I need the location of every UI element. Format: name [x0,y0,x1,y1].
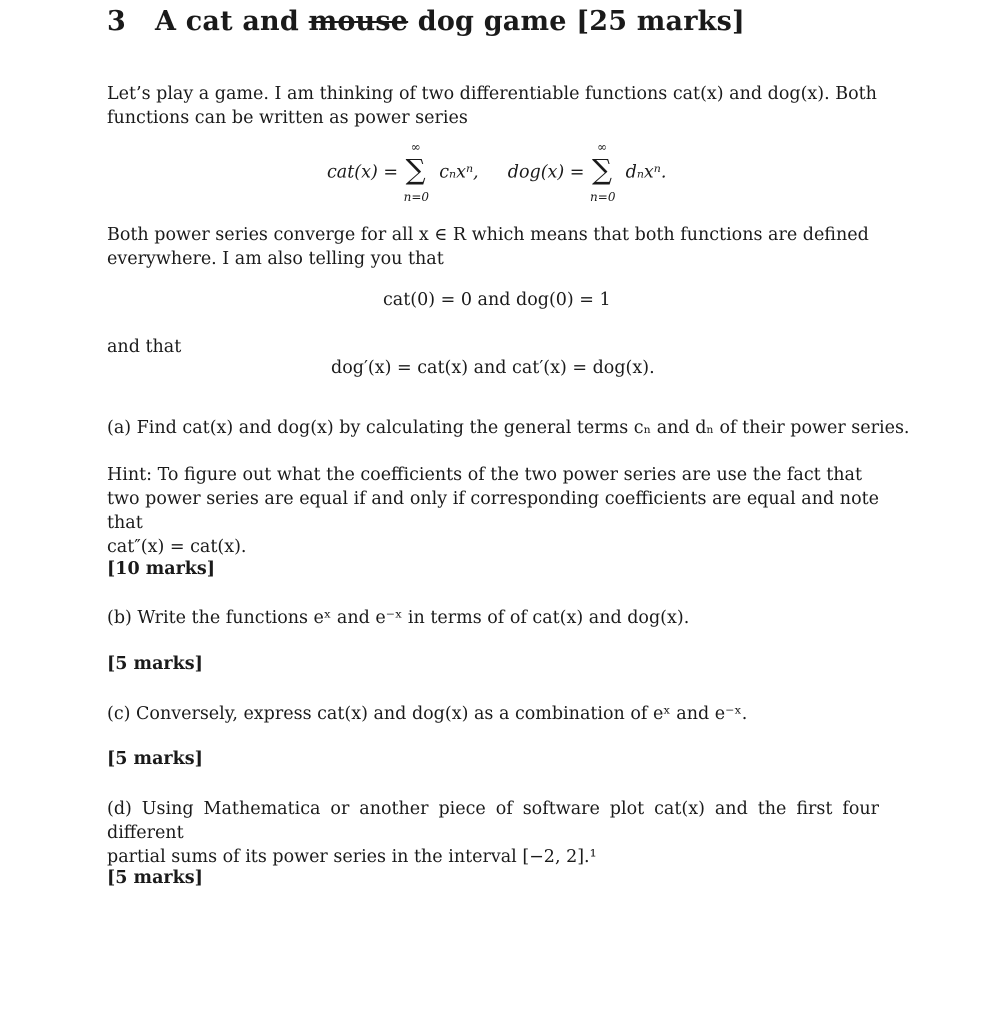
heading-title-start: A cat and [155,6,309,37]
part-a-text: (a) Find cat(x) and dog(x) by calculating the general terms cₙ and dₙ of their power series. [107,418,910,438]
cat-term: cₙxⁿ, [439,162,479,183]
intro-paragraph [107,82,879,130]
sum-lower-cat: n=0 [403,190,430,204]
sum-upper-dog: ∞ [597,140,608,154]
marks-c: [5 marks] [107,749,203,769]
sigma-dog: ∑ [592,153,613,186]
initial-conditions-equation: cat(0) = 0 and dog(0) = 1 [383,290,611,310]
part-b-text: (b) Write the functions eˣ and e⁻ˣ in terms of of cat(x) and dog(x). [107,608,690,628]
sum-lower-dog: n=0 [590,190,616,204]
question-heading [107,6,745,37]
sigma-cat: ∑ [405,153,426,186]
part-d-line-2: partial sums of its power series in the interval [−2, 2].¹ [107,847,597,867]
marks-a: [10 marks] [107,559,216,579]
derivative-equation: dog′(x) = cat(x) and cat′(x) = dog(x). [331,358,655,378]
intro-line-1: Let’s play a game. I am thinking of two differentiable functions cat(x) and dog(x). Both [107,84,877,104]
sum-symbol-cat [403,140,432,204]
and-that-text: and that [107,337,182,357]
part-d-paragraph [107,797,879,869]
sum-symbol-dog [590,140,618,204]
hint-line-2: two power series are equal if and only if corresponding coefficients are equal and note that [107,489,879,533]
part-c-text: (c) Conversely, express cat(x) and dog(x) as a combination of eˣ and e⁻ˣ. [107,704,748,724]
converge-line-1: Both power series converge for all x ∈ R which means that both functions are defined [107,225,869,245]
marks-b: [5 marks] [107,654,203,674]
part-d-line-1: (d) Using Mathematica or another piece of software plot cat(x) and the first four different [107,799,879,843]
cat-lhs: cat(x) = [327,162,399,183]
heading-title-end: dog game [25 marks] [408,6,745,37]
series-equation [327,140,667,204]
struck-word: mouse [308,6,409,37]
intro-line-2: functions can be written as power series [107,108,468,128]
question-number: 3 [107,6,126,37]
dog-lhs: dog(x) = [507,162,585,183]
hint-line-3: cat″(x) = cat(x). [107,537,247,557]
dog-term: dₙxⁿ. [625,162,667,183]
marks-d: [5 marks] [107,868,203,888]
hint-paragraph [107,463,879,559]
hint-line-1: Hint: To figure out what the coefficients of the two power series are use the fact that [107,465,862,485]
sum-upper-cat: ∞ [410,140,421,154]
converge-paragraph [107,223,879,271]
converge-line-2: everywhere. I am also telling you that [107,249,444,269]
